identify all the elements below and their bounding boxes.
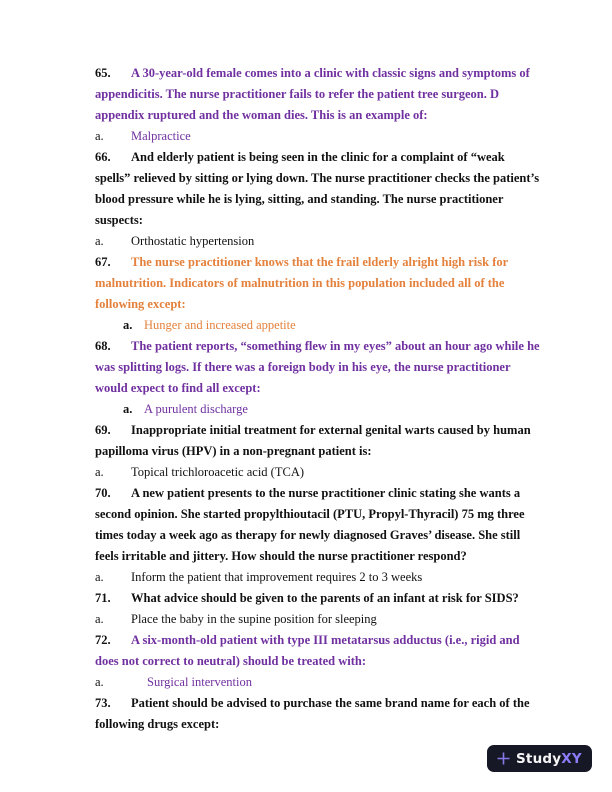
question-item-65: [95, 63, 541, 147]
answer-letter: a.: [95, 465, 104, 479]
answer-text: Place the baby in the supine position for sleeping: [131, 612, 377, 626]
question-number: 65.: [95, 66, 111, 80]
answer-text: Malpractice: [131, 129, 191, 143]
question-number: 73.: [95, 696, 111, 710]
answer-letter: a.: [95, 129, 104, 143]
question-number: 67.: [95, 255, 111, 269]
answer-letter: a.: [95, 675, 104, 689]
question-item-72: [95, 630, 541, 693]
question-number: 68.: [95, 339, 111, 353]
question-text: Patient should be advised to purchase the same brand name for each of the following drugs except:: [95, 696, 530, 731]
logo-text-xy: XY: [561, 750, 582, 767]
studyxy-logo: [487, 745, 592, 772]
answer-option: [95, 672, 541, 693]
question-number: 66.: [95, 150, 111, 164]
question-text-line: [95, 483, 541, 567]
answer-text: A purulent discharge: [144, 402, 248, 416]
question-text-line: [95, 693, 541, 735]
answer-letter: a.: [95, 234, 104, 248]
answer-text: Orthostatic hypertension: [131, 234, 255, 248]
answer-text: Surgical intervention: [147, 675, 252, 689]
answer-option: [95, 399, 541, 420]
answer-text: Inform the patient that improvement requires 2 to 3 weeks: [131, 570, 423, 584]
question-item-73: [95, 693, 541, 735]
answer-option: [95, 126, 541, 147]
question-item-68: [95, 336, 541, 420]
question-text: The patient reports, “something flew in my eyes” about an hour ago while he was splitting logs. If there was a foreign body in his eye, the nurse practitioner would expect to find all except:: [95, 339, 540, 395]
question-text-line: [95, 252, 541, 315]
question-text: Inappropriate initial treatment for external genital warts caused by human papilloma virus (HPV) in a non-pregnant patient is:: [95, 423, 531, 458]
question-item-70: [95, 483, 541, 588]
answer-letter: a.: [95, 612, 104, 626]
question-text-line: [95, 336, 541, 399]
answer-option: [95, 462, 541, 483]
question-text: A six-month-old patient with type III metatarsus adductus (i.e., rigid and does not correct to neutral) should be treated with:: [95, 633, 520, 668]
answer-option: [95, 567, 541, 588]
question-item-67: [95, 252, 541, 336]
question-number: 72.: [95, 633, 111, 647]
answer-text: Topical trichloroacetic acid (TCA): [131, 465, 305, 479]
answer-text: Hunger and increased appetite: [144, 318, 296, 332]
page-content: [95, 63, 541, 735]
question-text: A 30-year-old female comes into a clinic with classic signs and symptoms of appendicitis. The nurse practitioner fails to refer the patient tree surgeon. D appendix ruptured and the woman dies. This is an example of:: [95, 66, 530, 122]
question-text-line: [95, 630, 541, 672]
question-text-line: [95, 420, 541, 462]
answer-option: [95, 609, 541, 630]
question-number: 69.: [95, 423, 111, 437]
question-text-line: [95, 147, 541, 231]
plus-icon: [496, 751, 511, 766]
question-text-line: [95, 63, 541, 126]
answer-option: [95, 315, 541, 336]
logo-text-study: Study: [516, 750, 562, 767]
question-text: And elderly patient is being seen in the clinic for a complaint of “weak spells” relieved by sitting or lying down. The nurse practitioner checks the patient’s blood pressure while he is lying, sitting, and standing. The nurse practitioner suspects:: [95, 150, 540, 227]
answer-option: [95, 231, 541, 252]
question-text-line: [95, 588, 541, 609]
answer-letter: a.: [123, 402, 133, 416]
answer-letter: a.: [123, 318, 133, 332]
question-item-71: [95, 588, 541, 630]
question-item-66: [95, 147, 541, 252]
question-number: 70.: [95, 486, 111, 500]
question-text: A new patient presents to the nurse practitioner clinic stating she wants a second opinion. She started propylthioutacil (PTU, Propyl-Thyracil) 75 mg three times today a week ago as therapy for newly diagnosed Graves’ disease. She still feels irritable and jittery. How should the nurse practitioner respond?: [95, 486, 525, 563]
answer-letter: a.: [95, 570, 104, 584]
question-text: What advice should be given to the parents of an infant at risk for SIDS?: [131, 591, 519, 605]
question-text: The nurse practitioner knows that the frail elderly alright high risk for malnutrition. Indicators of malnutrition in this population included all of the following except:: [95, 255, 508, 311]
question-number: 71.: [95, 591, 111, 605]
question-item-69: [95, 420, 541, 483]
logo-text: [516, 751, 582, 767]
